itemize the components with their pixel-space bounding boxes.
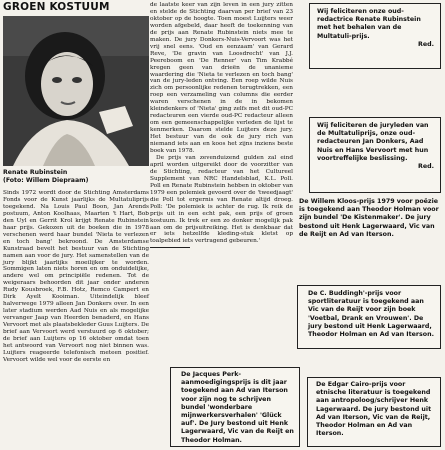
box-text: De C. Buddingh'-prijs voor sportliteratuur is toegekend aan Vic van de Reijt voor zijn boek 'Voetbal, Drank en Vrouwen'. De jury bestond uit Henk Lagerwaard, Theodor Holman en Ad van Iterson. [308,290,434,339]
caption-credit: (Foto: Willem Diepraam) [3,176,89,184]
congratulation-box-rubinstein [309,3,441,69]
buddingh-prize-notice [297,285,441,349]
kloos-prize-notice: De Willem Kloos-prijs 1979 voor poëzie is toegekend aan Theodor Holman voor zijn bundel 'De Kistenmaker'. De jury bestond uit Henk Lagerwaard, Vic van de Reijt en Ad van Iterson. [299,198,439,238]
caption-name: Renate Rubinstein [3,169,68,176]
box-text: Wij feliciteren onze oud-redactrice Renate Rubinstein met het behalen van de Multatuli-prijs. [317,8,421,40]
perk-prize-notice [170,367,300,447]
box-text: De Edgar Cairo-prijs voor etnische literatuur is toegekend aan antropoloog/schrijver Henk Lagerwaard. De jury bestond uit Ad van Iterson, Vic van de Reijt, Theodor Holman en Ad van Iterson. [316,381,432,438]
article-column-2 [150,2,293,248]
congratulation-box-jury [309,117,441,193]
article-paragraph: De prijs van zevenduizend gulden zal eind april worden uitgereikt door de voorzitter van de Stichting, redacteur van het Cultureel Supplement van NRC Handelsblad, K.L. Poll. Poll en Renate Rubinstein hebben in oktober van 1979 een polemiek gevoerd over de 'tweedjaagt' die Poll tot ergernis van Renate altijd droeg. Poll: 'De polemiek is achter de rug. Ik reik de prijs uit in een echt pak, een prijs of groen kostuum. Ik trek er een zo donker mogelijk pak aan om de prijsuitreiking. Het is denkbaar dat er iets hetzelfde kleding-stuk kletst op toalpebied iets vertragend gebeuren.' [150,154,293,245]
article-heading: GROEN KOSTUUM [3,1,110,13]
box-text: De Jacques Perk-aanmoedigingsprijs is dit jaar toegekend aan Ad van Iterson voor zijn nog te schrijven bundel 'wonderbare mijnwerkersverhalen' 'Glück auf'. De Jury bestond uit Henk Lagerwaard, Vic van de Reijt en Theodor Holman. [181,371,294,444]
portrait-photo [3,16,149,166]
photo-caption [3,169,149,184]
box-signature: Red. [417,163,434,171]
box-signature: Red. [417,40,434,48]
article-paragraph: de laatste keer van zijn leven in een jury zitten en stelde de Stichting daarvan per brief van 23 oktober op de hoogte. Toen moest Luijters weer worden afgebeld, daar heeft de toekenning van de prijs aan Renate Rubinstein niets mee te maken. De jury Donkers-Nuis-Vervoort was het vrij snel eens. 'Oud en eenzaam' van Gerard Reve, 'De gravin van Loosdrecht' van J.J. Peereboom en 'De Renner' van Tim Krabbé kregen geen van drieën de unanieme waardering die 'Nieta te verlezen en toch bang' van de jury-leden ontving. Een roep wilde Nuis zich om persoonlijke redenen terugtrekken, een roep een verzameling van columns die eerder waren verschenen in de in bekomen kleindenkers of 'Nieta' ging zelfs met dit oud-PC redacteuren een vierde oud-PC redacteur alleen om een gemeenschappelijke verleden de lijst te kenmerken. Daarom stelde Luijters deze jury. Het bestuur van de ook de jury rich van niemand iets aan en koos het zijns inziens beste boek van 1978. [150,2,293,155]
end-rule [150,247,190,248]
portrait-image [3,16,149,166]
article-column-1: Sinds 1972 wordt door de Stichting Amsterdams Fonds voor de Kunst jaarlijks de Multatuliprijs toegekend. Na Louis Paul Boon, Jan Arends postuum, Anton Koolhaas, Maarten 't Hart, Bob den Uyl en Gerrit Krol krijgt Renate Rubinstein haar prijs. Gekozen uit de boeken die in 1978 verschenen werd haar bundel 'Nieta te verlezen en toch bang' bekroond. De Amsterdamse Kunstraad bevelt het bestuur van de Stichting namen aan voor de jury. Het samenstellen van de jury blijkt jaarlijks moeilijker te worden. Sommigen laten niets horen en om onduidelijke, andere wel om principiële redenen. Tot de weigeraars behoorden dit jaar onder anderen Rudy Kousbroek, F.B. Hotz, Remco Campert en Dirk Ayelt Kooiman. Uiteindelijk bleef halverwege 1979 alleen Jan Donkers over. In een later stadium werden Aad Nuis en als mogelijke vervanger Jaap van Heerden benaderd, en Hans Vervoort met als plaatsbekleder Guus Luijters. De brief aan Vervoort werd verstuurd op 6 oktober; de brief aan Luijters op 16 oktober omdat toen het antwoord van Vervoort nog niet binnen was. Luijters reageerde telefonisch meteen positief. Vervoort wilde wel voor de eerste en [3,190,149,363]
box-text: Wij feliciteren de juryleden van de Multatuliprijs, onze oud-redacteuren Jan Donkers, Aad Nuis en Hans Vervoort met hun voortreffelijke beslissing. [317,122,429,162]
cairo-prize-notice [307,377,441,447]
